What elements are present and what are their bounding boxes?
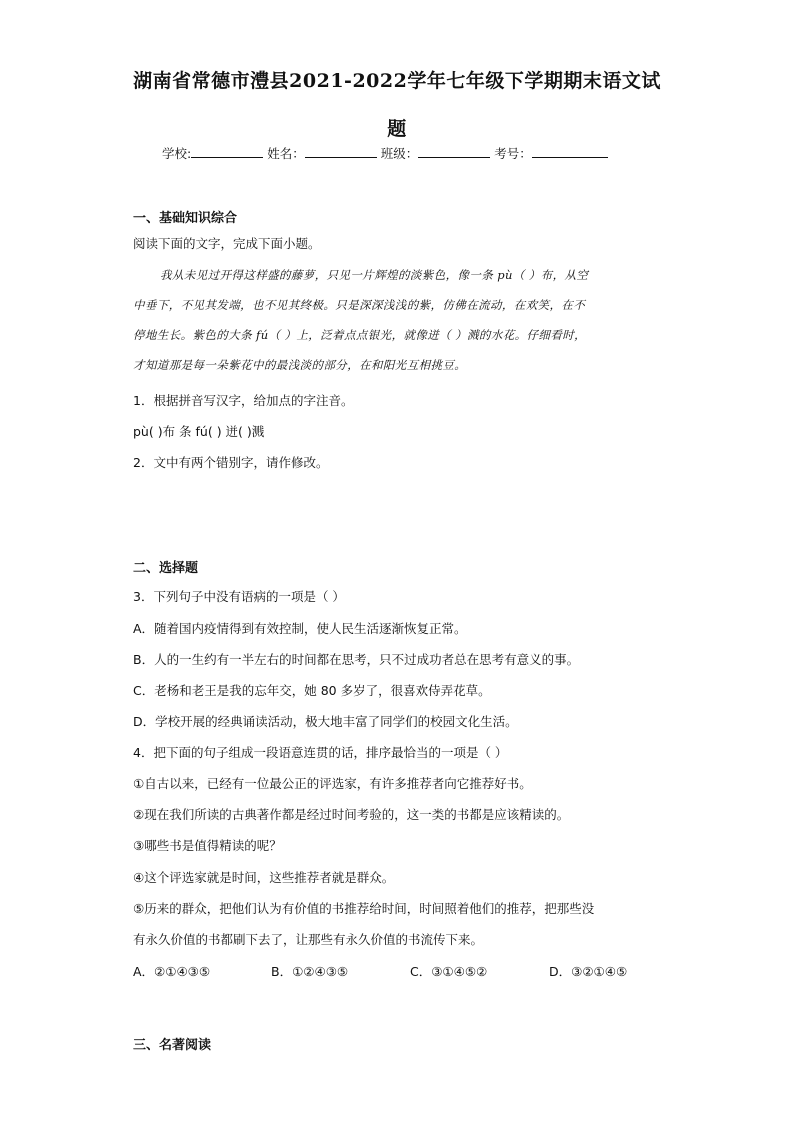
- question-4-sentence: ④这个评选家就是时间，这些推荐者就是群众。: [133, 870, 395, 885]
- question-3: 3．下列句子中没有语病的一项是（ ）: [133, 589, 345, 604]
- question-4-sentence: ⑤历来的群众，把他们认为有价值的书推荐给时间，时间照着他们的推荐，把那些没: [133, 901, 595, 916]
- exam-title-line1: 湖南省常德市澧县2021-2022学年七年级下学期期末语文试: [133, 70, 661, 92]
- exam-title-line2: 题: [387, 118, 407, 140]
- passage-line: 才知道那是每一朵紫花中的最浅淡的部分，在和阳光互相挑豆。: [133, 358, 467, 372]
- question-3-option-b: B．人的一生约有一半左右的时间都在思考，只不过成功者总在思考有意义的事。: [133, 652, 580, 667]
- question-4-sentence: ③哪些书是值得精读的呢？: [133, 838, 282, 853]
- question-4-option-c: C．③①④⑤②: [410, 964, 488, 979]
- school-blank: [191, 145, 263, 158]
- question-4-sentence: 有永久价值的书都刷下去了，让那些有永久价值的书流传下来。: [133, 932, 484, 947]
- question-4-sentence: ①自古以来，已经有一位最公正的评选家，有许多推荐者向它推荐好书。: [133, 776, 532, 791]
- class-label: 班级：: [380, 146, 419, 161]
- question-3-option-c: C．老杨和老王是我的忘年交，她 80 多岁了，很喜欢侍弄花草。: [133, 683, 491, 698]
- question-3-option-d: D．学校开展的经典诵读活动，极大地丰富了同学们的校园文化生活。: [133, 714, 518, 729]
- question-4-sentence: ②现在我们所读的古典著作都是经过时间考验的，这一类的书都是应该精读的。: [133, 807, 570, 822]
- question-1-answer-row: pù( )布 条 fú( ) 迸( )溅: [133, 424, 265, 439]
- section1-heading: 一、基础知识综合: [133, 211, 238, 226]
- question-4-option-b: B．①②④③⑤: [271, 964, 349, 979]
- number-blank: [532, 145, 608, 158]
- name-blank: [305, 145, 377, 158]
- question-2: 2．文中有两个错别字，请作修改。: [133, 455, 329, 470]
- question-4-option-d: D．③②①④⑤: [549, 964, 628, 979]
- school-label: 学校:: [162, 146, 192, 161]
- question-4: 4．把下面的句子组成一段语意连贯的话，排序最恰当的一项是（ ）: [133, 745, 508, 760]
- section3-heading: 三、名著阅读: [133, 1038, 212, 1053]
- passage-line: 停地生长。紫色的大条 fú（ ）上，泛着点点银光，就像迸（ ）溅的水花。仔细看时，: [133, 328, 587, 342]
- number-label: 考号：: [494, 146, 532, 161]
- name-label: 姓名：: [267, 146, 305, 161]
- section2-heading: 二、选择题: [133, 561, 199, 576]
- student-info-row: [162, 144, 612, 162]
- question-3-option-a: A．随着国内疫情得到有效控制，使人民生活逐渐恢复正常。: [133, 621, 467, 636]
- question-4-option-a: A．②①④③⑤: [133, 964, 211, 979]
- passage-line: 中垂下，不见其发端，也不见其终极。只是深深浅浅的紫，仿佛在流动，在欢笑，在不: [133, 298, 586, 312]
- passage-line: 我从未见过开得这样盛的藤萝，只见一片辉煌的淡紫色，像一条 pù（ ）布，从空: [160, 268, 589, 282]
- question-1: 1．根据拼音写汉字，给加点的字注音。: [133, 393, 354, 408]
- class-blank: [418, 145, 490, 158]
- section1-instruction: 阅读下面的文字，完成下面小题。: [133, 236, 321, 251]
